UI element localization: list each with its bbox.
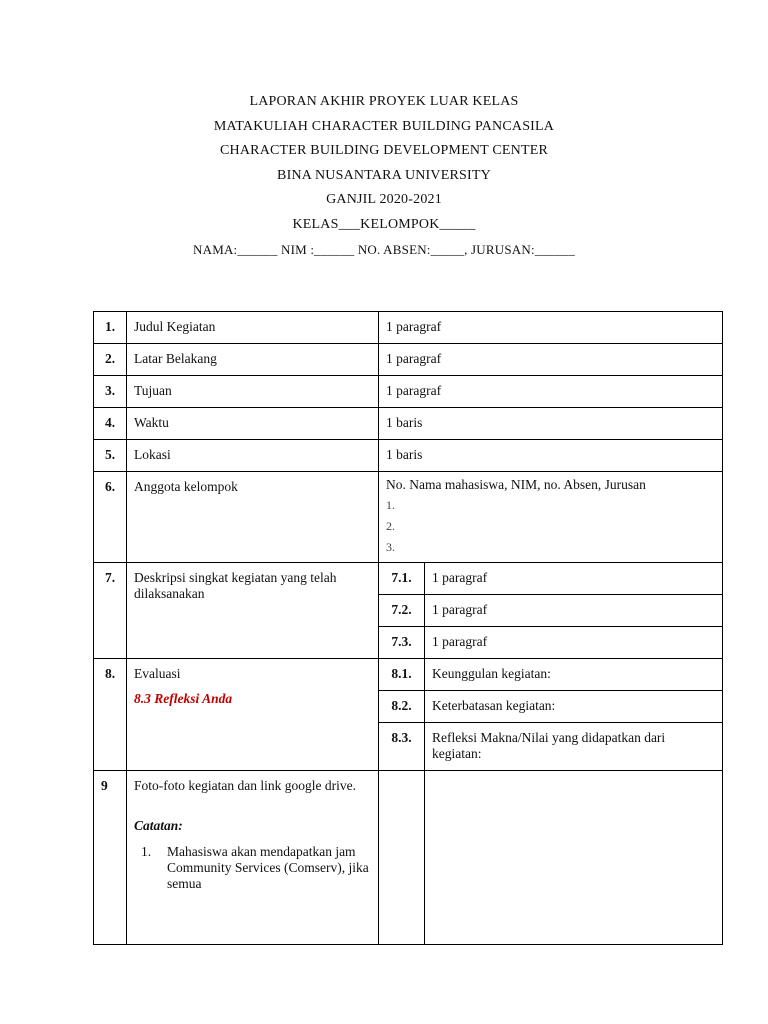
row-number: 1.: [94, 312, 127, 344]
sub-value: Keterbatasan kegiatan:: [425, 691, 723, 723]
members-header: No. Nama mahasiswa, NIM, no. Absen, Jurusan: [386, 477, 646, 492]
sub-number: 7.3.: [379, 627, 425, 659]
sub-number: 8.1.: [379, 659, 425, 691]
table-row: [94, 408, 723, 440]
row-label: Evaluasi: [134, 666, 181, 681]
row-value: 1 baris: [379, 408, 723, 440]
row-label: Waktu: [127, 408, 379, 440]
table-row: [94, 563, 723, 595]
report-form-table: [93, 311, 723, 945]
title-line-2: MATAKULIAH CHARACTER BUILDING PANCASILA: [213, 118, 555, 134]
table-row: [94, 472, 723, 563]
note-number: 1.: [141, 844, 152, 859]
refleksi-note: 8.3 Refleksi Anda: [134, 691, 233, 706]
row-label: Anggota kelompok: [127, 472, 379, 563]
kelas-kelompok-line: KELAS___KELOMPOK_____: [292, 216, 476, 232]
row-label: Tujuan: [127, 376, 379, 408]
empty-cell: [379, 771, 425, 945]
sub-value: Refleksi Makna/Nilai yang didapatkan dari kegiatan:: [425, 723, 723, 771]
catatan-heading: Catatan:: [134, 818, 183, 833]
table-row: [94, 771, 723, 945]
table-row: [94, 344, 723, 376]
row-number: 7.: [94, 563, 127, 659]
nama-field: NAMA:______: [193, 242, 278, 257]
table-row: [94, 376, 723, 408]
evaluasi-cell: [127, 659, 379, 771]
sub-value: Keunggulan kegiatan:: [425, 659, 723, 691]
sub-value: 1 paragraf: [425, 627, 723, 659]
members-list: [386, 495, 715, 558]
sub-value: 1 paragraf: [425, 595, 723, 627]
table-row: [94, 312, 723, 344]
jurusan-field: JURUSAN:______: [471, 242, 575, 257]
title-line-3: CHARACTER BUILDING DEVELOPMENT CENTER: [220, 143, 548, 158]
row-value: 1 paragraf: [379, 312, 723, 344]
student-info-line: [0, 238, 768, 263]
note-text: Mahasiswa akan mendapatkan jam Community Services (Comserv), jika semua: [167, 844, 369, 891]
row-label: Judul Kegiatan: [127, 312, 379, 344]
report-header: [0, 90, 768, 263]
empty-cell: [425, 771, 723, 945]
members-cell: [379, 472, 723, 563]
row-label: Latar Belakang: [127, 344, 379, 376]
photos-cell: [127, 771, 379, 945]
sub-number: 7.1.: [379, 563, 425, 595]
note-item: [134, 844, 371, 892]
row-number: 3.: [94, 376, 127, 408]
title-line-4: BINA NUSANTARA UNIVERSITY: [277, 167, 491, 183]
row-number: 6.: [94, 472, 127, 563]
title-line-5: GANJIL 2020-2021: [326, 192, 442, 207]
row-number: 4.: [94, 408, 127, 440]
absen-field: NO. ABSEN:_____,: [357, 242, 468, 257]
row-value: 1 baris: [379, 440, 723, 472]
row-label: Foto-foto kegiatan dan link google drive.: [134, 778, 356, 793]
table-row: [94, 440, 723, 472]
row-label: Lokasi: [127, 440, 379, 472]
title-line-1: LAPORAN AKHIR PROYEK LUAR KELAS: [249, 94, 519, 109]
row-value: 1 paragraf: [379, 376, 723, 408]
sub-number: 7.2.: [379, 595, 425, 627]
row-value: 1 paragraf: [379, 344, 723, 376]
list-item: 3.: [386, 540, 395, 554]
sub-number: 8.2.: [379, 691, 425, 723]
sub-number: 8.3.: [379, 723, 425, 771]
list-item: 2.: [386, 519, 395, 533]
row-number: 8.: [94, 659, 127, 771]
row-number: 9: [94, 771, 127, 945]
sub-value: 1 paragraf: [425, 563, 723, 595]
list-item: 1.: [386, 498, 395, 512]
row-number: 5.: [94, 440, 127, 472]
row-number: 2.: [94, 344, 127, 376]
table-row: [94, 659, 723, 691]
row-label: Deskripsi singkat kegiatan yang telah dilaksanakan: [127, 563, 379, 659]
nim-field: NIM :______: [281, 242, 355, 257]
